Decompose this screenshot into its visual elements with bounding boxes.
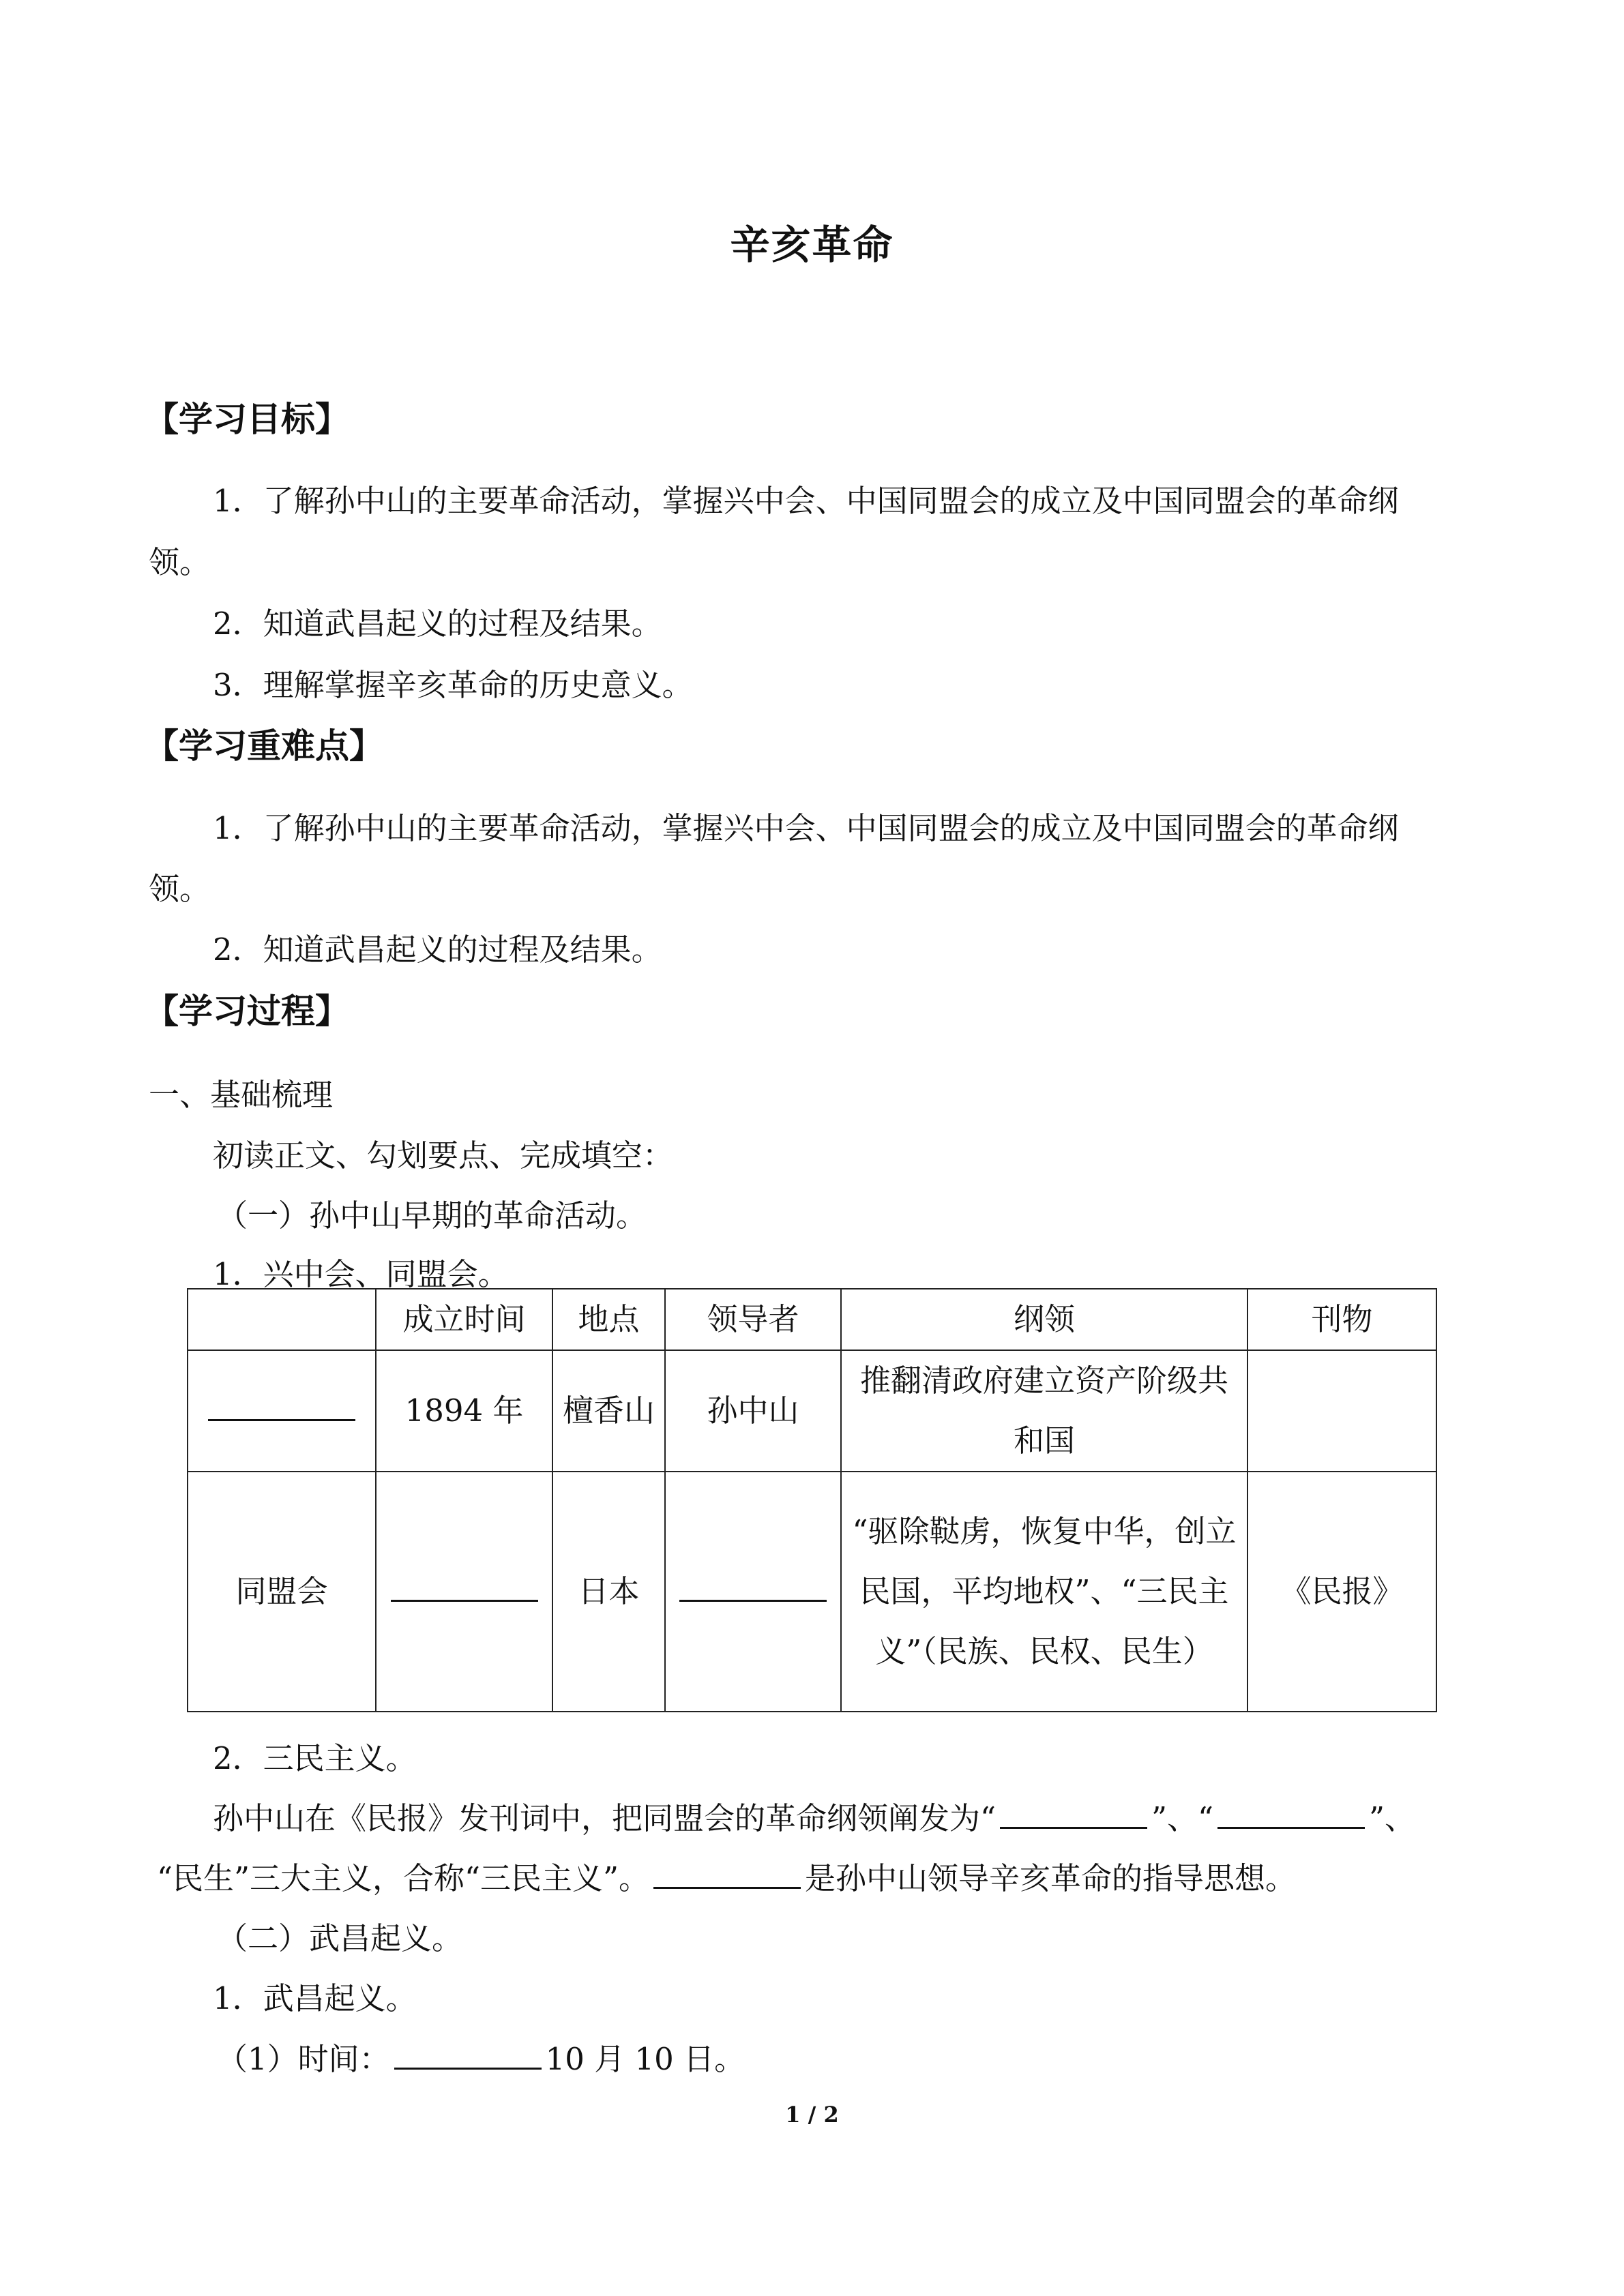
line2-text-b: 是孙中山领导辛亥革命的指导思想。	[805, 1860, 1297, 1896]
subsection-sun-activities: （一）孙中山早期的革命活动。	[217, 1197, 647, 1234]
row2-place: 日本	[552, 1472, 665, 1712]
goal-item-1-cont: 领。	[149, 544, 211, 580]
question-3: 1．武昌起义。	[213, 1980, 417, 2016]
row1-journal-empty	[1247, 1350, 1436, 1472]
blank-year[interactable]	[394, 2043, 542, 2070]
row2-program: “驱除鞑虏，恢复中华，创立民国，平均地权”、“三民主义”（民族、民权、民生）	[841, 1472, 1247, 1712]
goal-item-1: 1．了解孙中山的主要革命活动，掌握兴中会、中国同盟会的成立及中国同盟会的革命纲	[213, 483, 1399, 519]
uprising-time-line	[217, 2034, 745, 2078]
header-leader: 领导者	[665, 1289, 841, 1350]
page-number: 1 / 2	[785, 2102, 839, 2128]
key-item-2: 2．知道武昌起义的过程及结果。	[213, 931, 662, 968]
table-row	[188, 1350, 1436, 1472]
line1-text-a: 孙中山在《民报》发刊词中，把同盟会的革命纲领阐发为“	[213, 1800, 996, 1836]
header-journal: 刊物	[1247, 1289, 1436, 1350]
page-title: 辛亥革命	[730, 222, 894, 268]
header-time: 成立时间	[376, 1289, 552, 1350]
question-2: 2．三民主义。	[213, 1740, 417, 1776]
header-program: 纲领	[841, 1289, 1247, 1350]
row2-journal: 《民报》	[1247, 1472, 1436, 1712]
organizations-table	[187, 1288, 1437, 1712]
row2-name: 同盟会	[188, 1472, 376, 1712]
key-item-1: 1．了解孙中山的主要革命活动，掌握兴中会、中国同盟会的成立及中国同盟会的革命纲	[213, 810, 1399, 846]
header-empty	[188, 1289, 376, 1350]
time-date: 10 月 10 日。	[545, 2041, 745, 2077]
table-header-row	[188, 1289, 1436, 1350]
goal-item-3: 3．理解掌握辛亥革命的历史意义。	[213, 667, 693, 703]
time-label: （1）时间：	[217, 2041, 390, 2077]
table-row	[188, 1472, 1436, 1712]
heading-key-points: 【学习重难点】	[145, 726, 383, 766]
blank-minzu[interactable]	[1000, 1802, 1147, 1829]
row2-leader-blank[interactable]	[665, 1472, 841, 1712]
line2-text-a: “民生”三大主义，合称“三民主义”。	[157, 1860, 650, 1896]
header-place: 地点	[552, 1289, 665, 1350]
line1-text-c: ”、	[1369, 1800, 1416, 1836]
key-item-1-cont: 领。	[149, 871, 211, 907]
row1-leader: 孙中山	[665, 1350, 841, 1472]
row1-place: 檀香山	[552, 1350, 665, 1472]
row1-time: 1894 年	[376, 1350, 552, 1472]
line1-text-b: ”、“	[1151, 1800, 1214, 1836]
blank-minquan[interactable]	[1217, 1802, 1365, 1829]
goal-item-2: 2．知道武昌起义的过程及结果。	[213, 606, 662, 642]
row1-program: 推翻清政府建立资产阶级共和国	[841, 1350, 1247, 1472]
row2-time-blank[interactable]	[376, 1472, 552, 1712]
heading-learning-goals: 【学习目标】	[145, 400, 349, 439]
heading-learning-process: 【学习过程】	[145, 992, 349, 1031]
subsection-wuchang: （二）武昌起义。	[217, 1920, 463, 1956]
instruction-text: 初读正文、勾划要点、完成填空：	[213, 1137, 674, 1174]
three-principles-line-1	[213, 1793, 1415, 1838]
question-1: 1．兴中会、同盟会。	[213, 1256, 509, 1292]
part-basic-review: 一、基础梳理	[149, 1077, 334, 1113]
row1-name-blank[interactable]	[188, 1350, 376, 1472]
blank-guiding-thought[interactable]	[653, 1862, 801, 1889]
three-principles-line-2	[157, 1853, 1296, 1898]
